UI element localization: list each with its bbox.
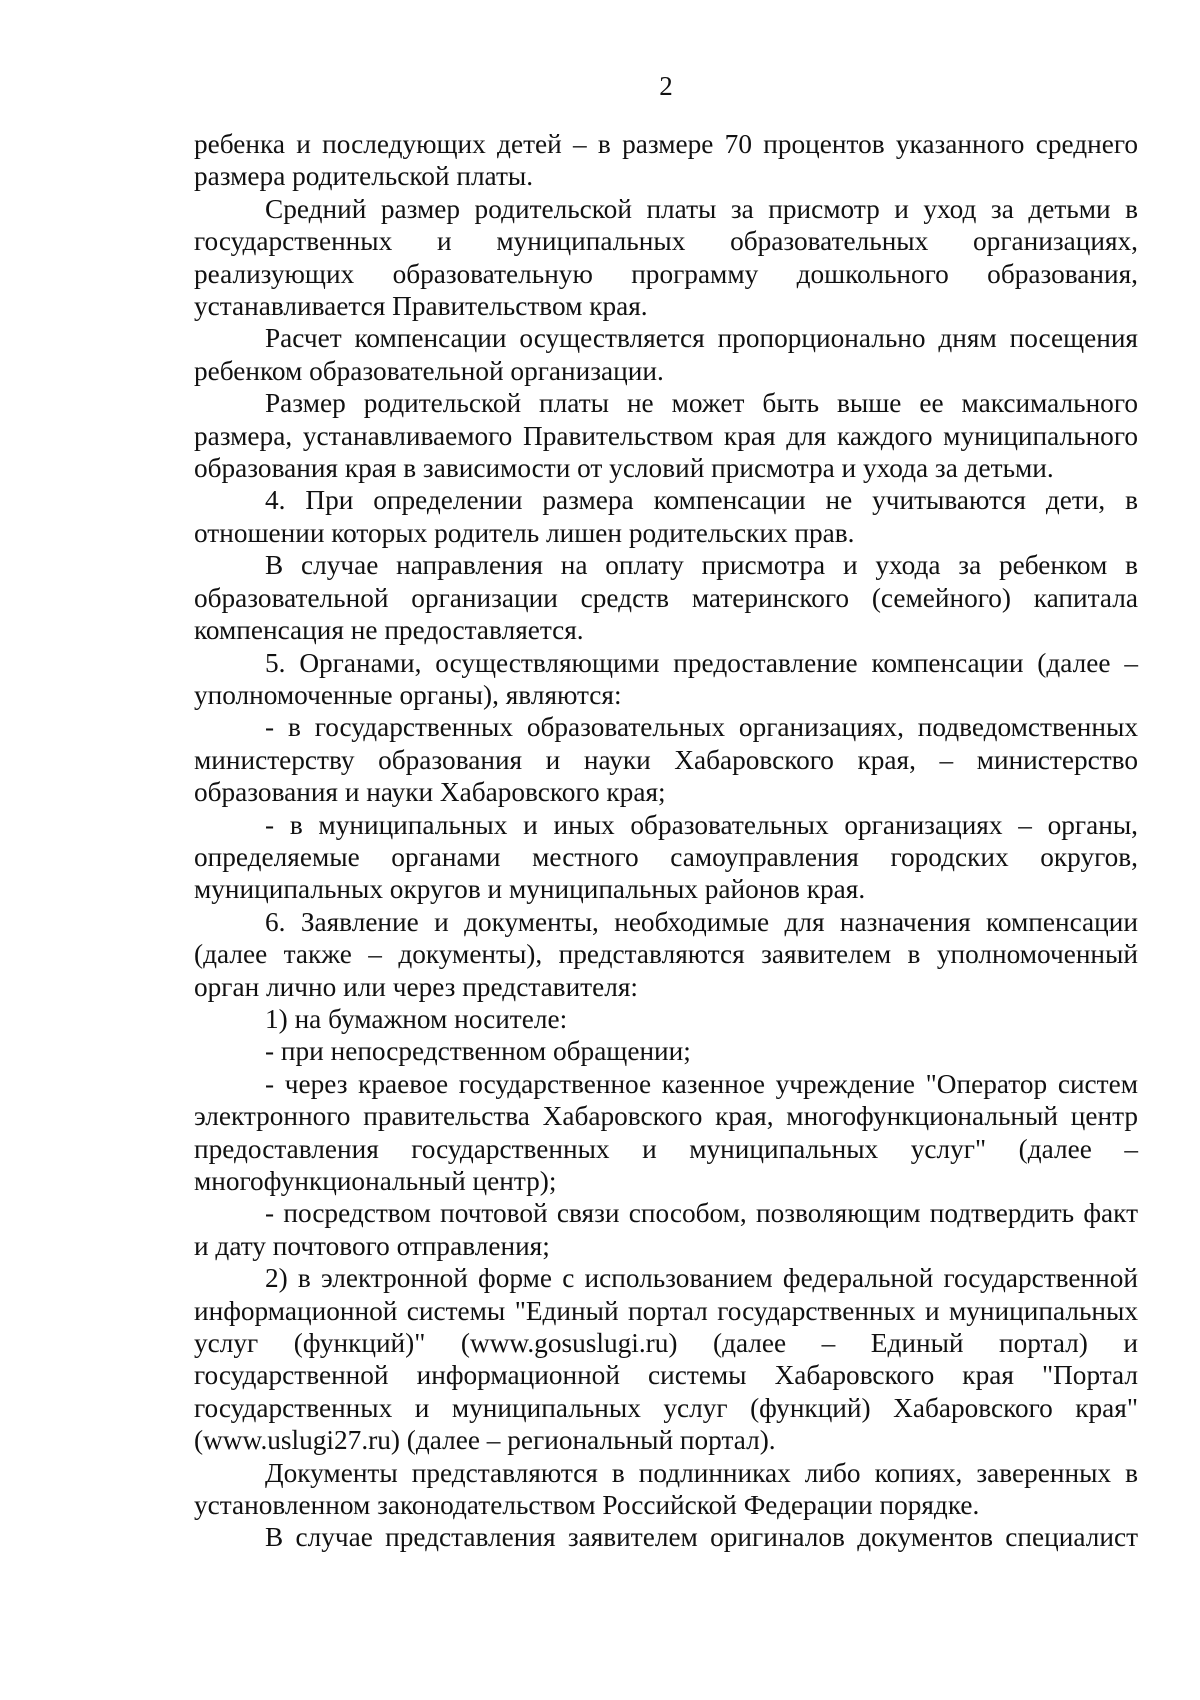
paragraph: Средний размер родительской платы за присмотр и уход за детьми в государственных и муниципальных образовательных организациях, реализующих образовательную программу дошкольного образования, устанавливается Правительством края. — [194, 193, 1138, 322]
paragraph: 5. Органами, осуществляющими предоставление компенсации (далее – уполномоченные органы), являются: — [194, 647, 1138, 710]
list-item: 1) на бумажном носителе: — [265, 1003, 568, 1034]
paragraph: Расчет компенсации осуществляется пропорционально дням посещения ребенком образовательной организации. — [194, 323, 1138, 386]
document-body — [194, 128, 1138, 1554]
paragraph: Документы представляются в подлинниках либо копиях, заверенных в установленном законодательством Российской Федерации порядке. — [194, 1457, 1138, 1521]
paragraph: В случае представления заявителем оригиналов документов специалист — [265, 1522, 1138, 1553]
list-item: 2) в электронной форме с использованием федеральной государственной информационной системы "Единый портал государственных и муниципальных услуг (функций)" (www.gosuslugi.ru) (далее – Единый портал) и государственной информационной системы Хабаровского края "Портал государственных и муниципальных услуг (функций) Хабаровского края" (www.uslugi27.ru) (далее – региональный портал). — [194, 1263, 1138, 1456]
list-item: - в государственных образовательных организациях, подведомственных министерству образования и науки Хабаровского края, – министерство образования и науки Хабаровского края; — [194, 712, 1138, 808]
paragraph: ребенка и последующих детей – в размере 70 процентов указанного среднего размера родительской платы. — [194, 129, 1138, 192]
list-item: - в муниципальных и иных образовательных организациях – органы, определяемые органами местного самоуправления городских округов, муниципальных округов и муниципальных районов края. — [194, 809, 1138, 905]
list-item: - посредством почтовой связи способом, позволяющим подтвердить факт и дату почтового отправления; — [194, 1198, 1138, 1261]
list-item: - через краевое государственное казенное учреждение "Оператор систем электронного правительства Хабаровского края, многофункциональный центр предоставления государственных и муниципальных услуг" (далее – многофункциональный центр); — [194, 1068, 1138, 1196]
paragraph: Размер родительской платы не может быть выше ее максимального размера, устанавливаемого Правительством края для каждого муниципального образования края в зависимости от условий присмотра и ухода за детьми. — [194, 388, 1138, 484]
paragraph: 4. При определении размера компенсации не учитываются дети, в отношении которых родитель лишен родительских прав. — [194, 485, 1138, 548]
paragraph: В случае направления на оплату присмотра и ухода за ребенком в образовательной организации средств материнского (семейного) капитала компенсация не предоставляется. — [194, 550, 1138, 646]
paragraph: 6. Заявление и документы, необходимые для назначения компенсации (далее также – документы), представляются заявителем в уполномоченный орган лично или через представителя: — [194, 906, 1138, 1002]
page-number: 2 — [659, 71, 673, 101]
list-item: - при непосредственном обращении; — [265, 1036, 691, 1067]
